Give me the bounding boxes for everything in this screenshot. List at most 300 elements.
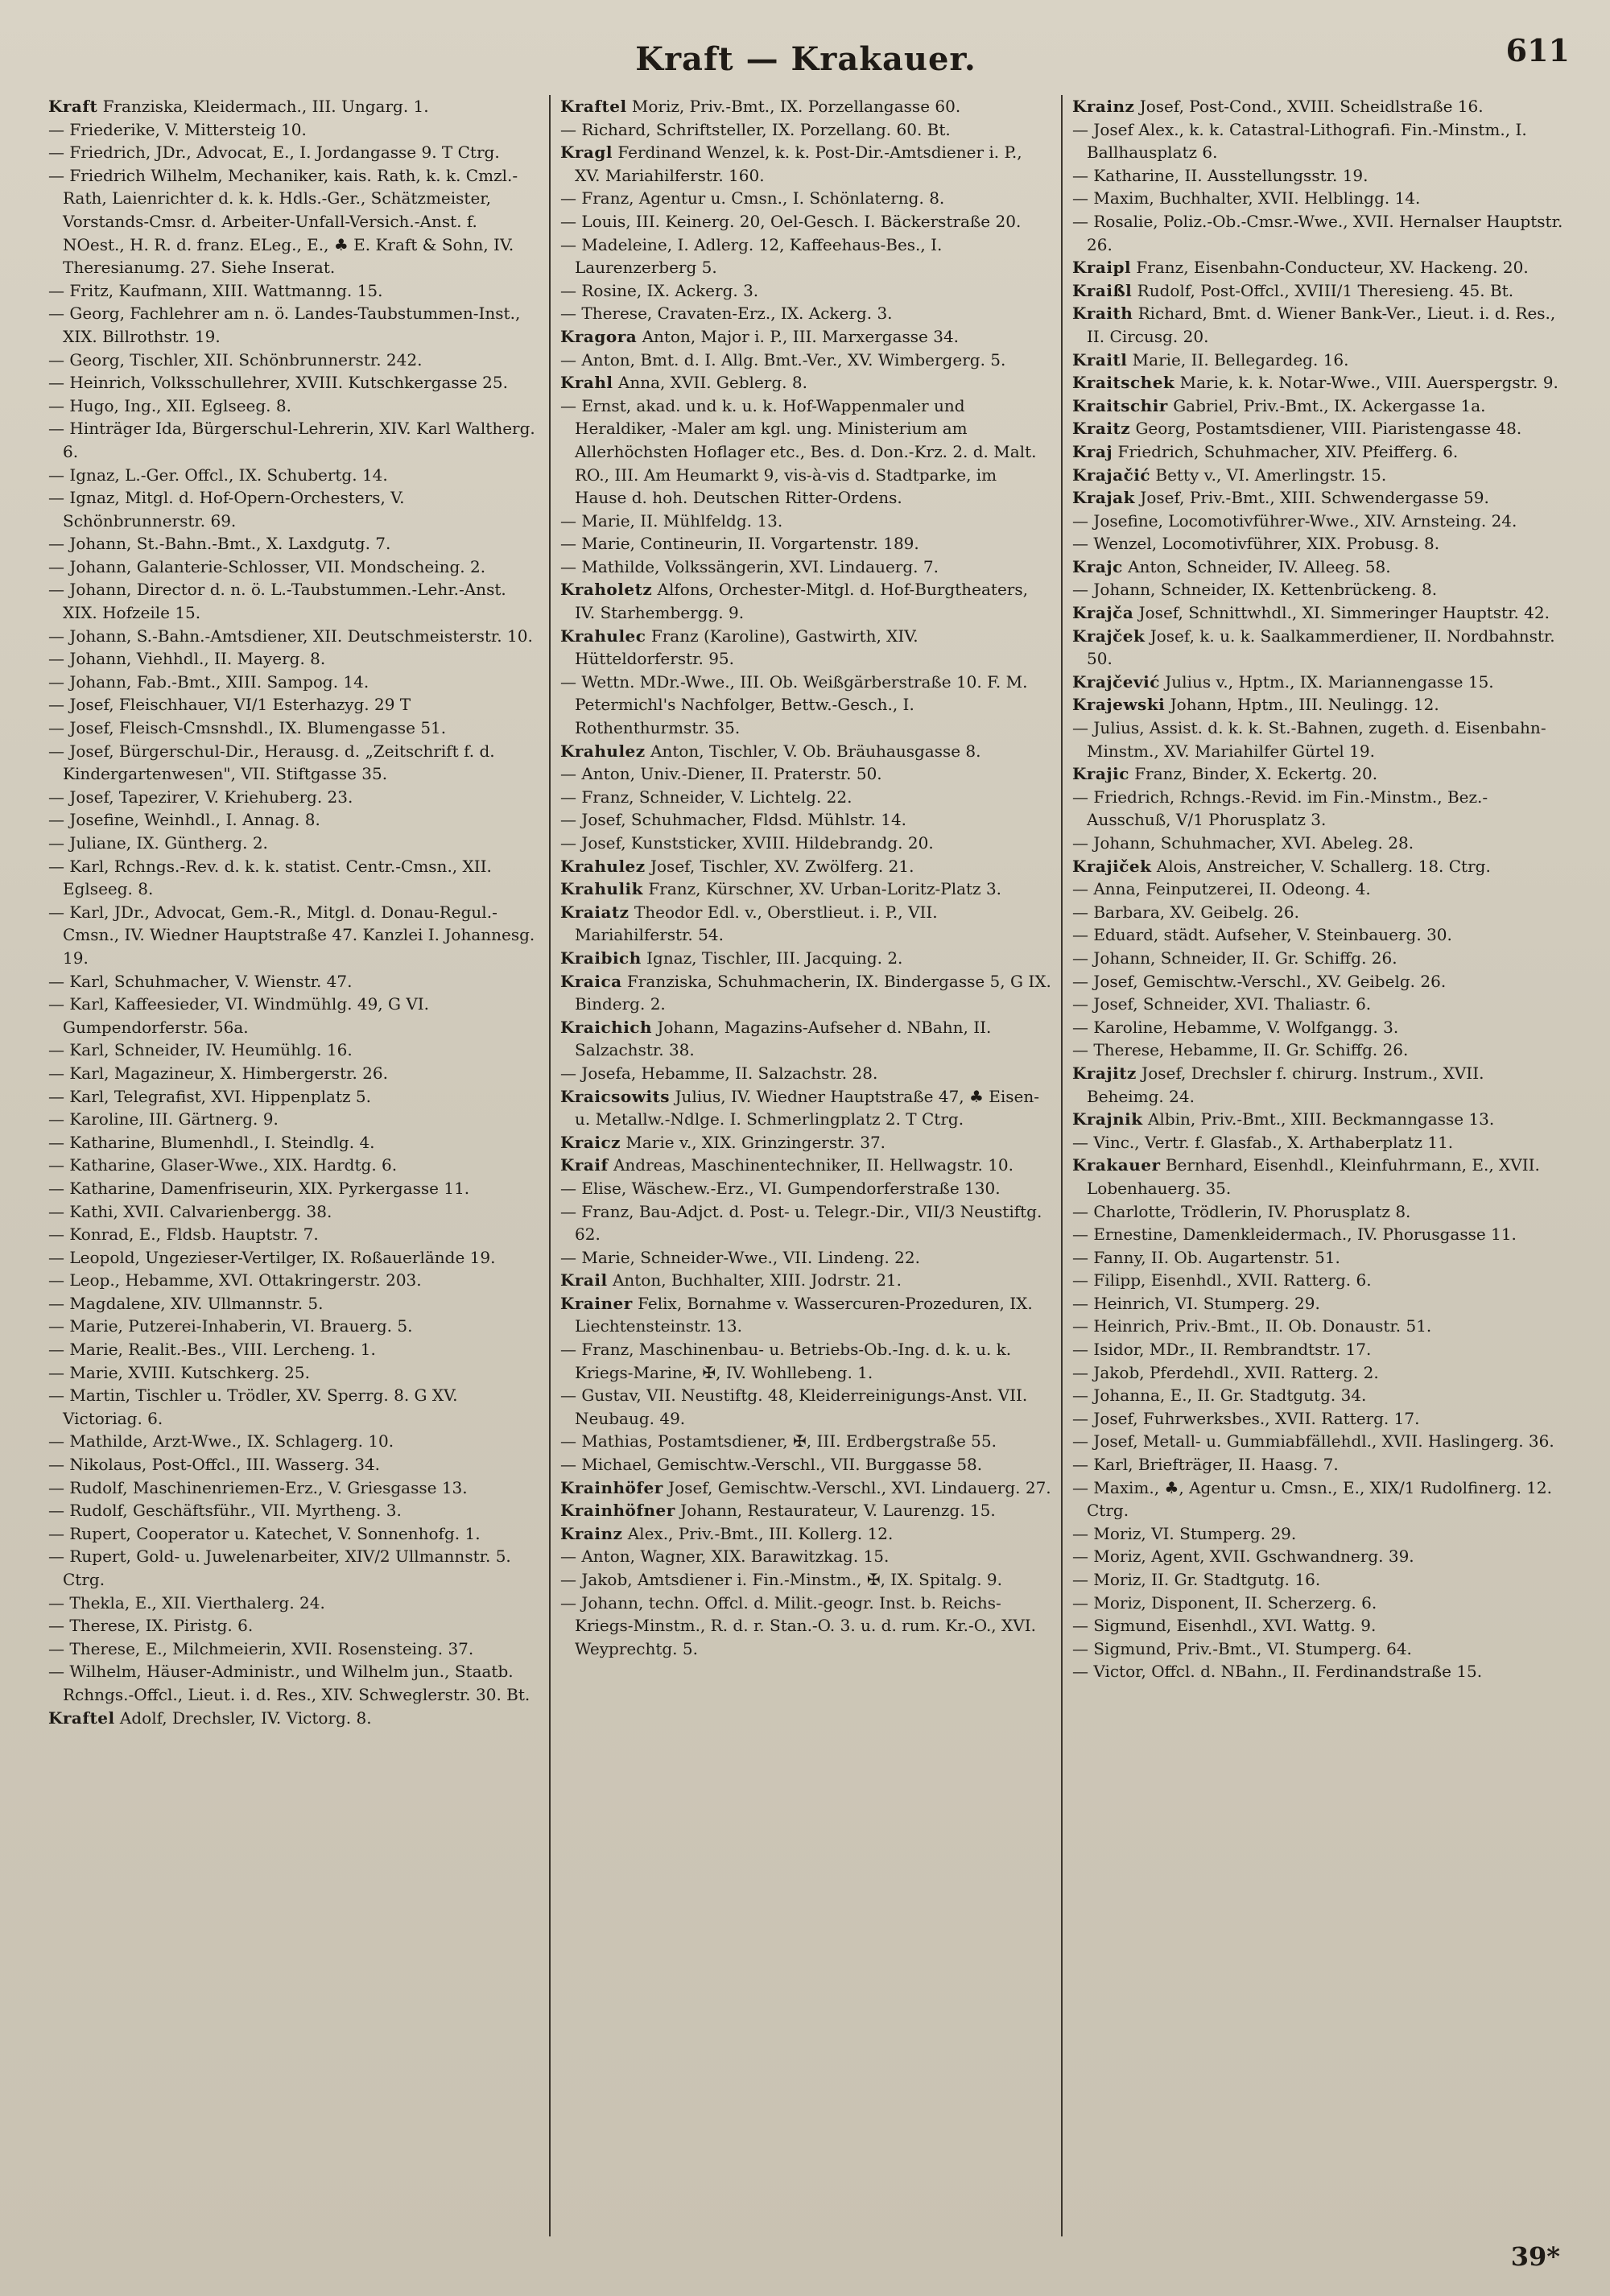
entry-text: — Georg, Tischler, XII. Schönbrunnerstr. 242. bbox=[48, 349, 423, 370]
entry-text: — Josefine, Weinhdl., I. Annag. 8. bbox=[48, 810, 320, 830]
entry-surname: Kraica bbox=[560, 971, 622, 991]
directory-entry bbox=[560, 1246, 1051, 1270]
directory-entry bbox=[560, 555, 1051, 579]
entry-text: Julius, IV. Wiedner Hauptstraße 47, ♣ Eisen- u. Metallw.-Ndlge. I. Schmerlingplatz 2. T Ctrg. bbox=[575, 1086, 1040, 1129]
entry-text: — Franz, Agentur u. Cmsn., I. Schönlaterng. 8. bbox=[560, 188, 945, 209]
entry-text: — Josef, Fleischhauer, VI/1 Esterhazyg. 29 T bbox=[48, 695, 411, 715]
entry-text: — Johann, Schneider, II. Gr. Schiffg. 26. bbox=[1072, 948, 1397, 968]
directory-entry bbox=[560, 302, 1051, 325]
entry-text: Richard, Bmt. d. Wiener Bank-Ver., Lieut. i. d. Res., II. Circusg. 20. bbox=[1087, 304, 1556, 346]
directory-entry bbox=[48, 1592, 539, 1615]
directory-entry bbox=[48, 1338, 539, 1361]
entry-surname: Kraipl bbox=[1072, 258, 1132, 278]
directory-entry bbox=[560, 371, 1051, 394]
entry-surname: Kraichich bbox=[560, 1017, 653, 1037]
directory-entry bbox=[560, 1154, 1051, 1177]
entry-text: — Ignaz, L.-Ger. Offcl., IX. Schubertg. 14. bbox=[48, 465, 388, 485]
entry-text: Moriz, Priv.-Bmt., IX. Porzellangasse 60. bbox=[631, 97, 961, 116]
entry-text: — Marie, Contineurin, II. Vorgartenstr. 189. bbox=[560, 534, 919, 554]
entry-text: — Madeleine, I. Adlerg. 12, Kaffeehaus-Bes., I. Laurenzerberg 5. bbox=[560, 234, 943, 278]
entry-text: — Johann, Schuhmacher, XVI. Abeleg. 28. bbox=[1072, 833, 1414, 853]
directory-entry bbox=[1072, 1246, 1563, 1270]
entry-surname: Kragora bbox=[560, 326, 638, 346]
directory-entry bbox=[1072, 1545, 1563, 1568]
entry-surname: Krajc bbox=[1072, 556, 1123, 576]
directory-entry bbox=[48, 486, 539, 532]
directory-entry bbox=[1072, 1522, 1563, 1546]
directory-entry bbox=[48, 394, 539, 418]
entry-text: — Johann, St.-Bahn.-Bmt., X. Laxdgutg. 7. bbox=[48, 534, 391, 554]
entry-text: Marie, II. Bellegardeg. 16. bbox=[1132, 349, 1349, 370]
directory-entry bbox=[1072, 1154, 1563, 1200]
entry-text: — Karl, Briefträger, II. Haasg. 7. bbox=[1072, 1455, 1339, 1475]
directory-entry bbox=[48, 532, 539, 555]
entry-text: Anton, Schneider, IV. Alleeg. 58. bbox=[1128, 556, 1391, 576]
entry-text: — Josefa, Hebamme, II. Salzachstr. 28. bbox=[560, 1063, 878, 1083]
directory-entry bbox=[1072, 1568, 1563, 1592]
entry-text: Ferdinand Wenzel, k. k. Post-Dir.-Amtsdiener i. P., XV. Mariahilferstr. 160. bbox=[575, 142, 1022, 185]
directory-entry bbox=[1072, 1223, 1563, 1246]
entry-text: — Therese, Hebamme, II. Gr. Schiffg. 26. bbox=[1072, 1040, 1409, 1060]
directory-entry bbox=[560, 625, 1051, 671]
entry-text: — Katharine, II. Ausstellungsstr. 19. bbox=[1072, 165, 1368, 185]
entry-text: — Elise, Wäschew.-Erz., VI. Gumpendorferstraße 130. bbox=[560, 1178, 1001, 1198]
directory-entry bbox=[48, 1384, 539, 1430]
directory-entry bbox=[48, 118, 539, 142]
entry-text: Anton, Tischler, V. Ob. Bräuhausgasse 8. bbox=[650, 741, 981, 761]
entry-text: Alex., Priv.-Bmt., III. Kollerg. 12. bbox=[627, 1523, 894, 1543]
entry-text: — Josef, Tapezirer, V. Kriehuberg. 23. bbox=[48, 787, 353, 807]
entry-text: Julius v., Hptm., IX. Mariannengasse 15. bbox=[1165, 671, 1494, 692]
directory-entry bbox=[560, 1016, 1051, 1062]
directory-entry bbox=[1072, 486, 1563, 510]
entry-text: — Josef, Fleisch-Cmsnshdl., IX. Blumengasse 51. bbox=[48, 718, 447, 738]
entry-surname: Kraiatz bbox=[560, 902, 630, 922]
directory-entry bbox=[1072, 210, 1563, 256]
directory-entry bbox=[560, 832, 1051, 855]
entry-text: — Karl, Magazineur, X. Himbergerstr. 26. bbox=[48, 1063, 388, 1083]
entry-text: — Josef, Kunststicker, XVIII. Hildebrandg. 20. bbox=[560, 833, 934, 853]
entry-text: — Sigmund, Priv.-Bmt., VI. Stumperg. 64. bbox=[1072, 1638, 1412, 1658]
directory-entry bbox=[1072, 1430, 1563, 1453]
entry-text: — Wettn. MDr.-Wwe., III. Ob. Weißgärberstraße 10. F. M. Petermichl's Nachfolger, Bettw.-Gesch., I. Rothenthurmstr. 35. bbox=[560, 671, 1028, 738]
directory-entry bbox=[1072, 1108, 1563, 1131]
entry-text: Johann, Hptm., III. Neulingg. 12. bbox=[1170, 695, 1439, 715]
directory-entry bbox=[560, 325, 1051, 349]
directory-entry bbox=[560, 671, 1051, 740]
entry-text: — Therese, Cravaten-Erz., IX. Ackerg. 3. bbox=[560, 304, 893, 324]
entry-text: — Johann, S.-Bahn.-Amtsdiener, XII. Deutschmeisterstr. 10. bbox=[48, 626, 533, 646]
column-left bbox=[39, 95, 549, 2236]
directory-entry bbox=[48, 371, 539, 394]
directory-entry bbox=[48, 1707, 539, 1730]
directory-entry bbox=[1072, 993, 1563, 1016]
entry-surname: Kraißl bbox=[1072, 280, 1133, 300]
directory-entry bbox=[560, 1200, 1051, 1246]
directory-entry bbox=[560, 95, 1051, 118]
directory-entry bbox=[560, 740, 1051, 763]
entry-text: — Magdalene, XIV. Ullmannstr. 5. bbox=[48, 1293, 324, 1313]
directory-entry bbox=[1072, 118, 1563, 164]
entry-text: — Mathias, Postamtsdiener, ✠, III. Erdbergstraße 55. bbox=[560, 1431, 997, 1452]
entry-text: Josef, Tischler, XV. Zwölferg. 21. bbox=[650, 856, 914, 876]
directory-entry bbox=[1072, 1476, 1563, 1522]
entry-text: — Ignaz, Mitgl. d. Hof-Opern-Orchesters, V. Schönbrunnerstr. 69. bbox=[48, 488, 405, 531]
entry-text: — Ernst, akad. und k. u. k. Hof-Wappenmaler und Heraldiker, -Maler am kgl. ung. Ministerium am Allerhöchsten Hoflager etc., Bes. d. Don.-Krz. 2. d. Malt. RO., III. Am Heumarkt 9, vis-à-vis d. Stadtparke, im Hause d. hoh. Deutschen Ritter-Ordens. bbox=[560, 395, 1037, 508]
directory-entry bbox=[48, 95, 539, 118]
column-middle bbox=[549, 95, 1061, 2236]
entry-text: — Filipp, Eisenhdl., XVII. Ratterg. 6. bbox=[1072, 1270, 1372, 1290]
directory-entry bbox=[1072, 555, 1563, 579]
directory-entry bbox=[560, 970, 1051, 1016]
entry-text: — Marie, XVIII. Kutschkerg. 25. bbox=[48, 1362, 310, 1382]
directory-entry bbox=[48, 164, 539, 279]
entry-text: Josef, Priv.-Bmt., XIII. Schwendergasse 59. bbox=[1140, 488, 1489, 508]
entry-surname: Krajiček bbox=[1072, 856, 1152, 876]
entry-text: — Martin, Tischler u. Trödler, XV. Sperrg. 8. G XV. Victoriag. 6. bbox=[48, 1385, 458, 1428]
entry-surname: Krainz bbox=[560, 1523, 623, 1543]
directory-entry bbox=[560, 1522, 1051, 1546]
directory-entry bbox=[1072, 693, 1563, 716]
entry-text: Josef, Post-Cond., XVIII. Scheidlstraße 16. bbox=[1139, 97, 1484, 116]
entry-surname: Krajak bbox=[1072, 488, 1135, 508]
entry-text: — Johann, Viehhdl., II. Mayerg. 8. bbox=[48, 649, 326, 669]
directory-entry bbox=[48, 693, 539, 716]
directory-entry bbox=[1072, 1361, 1563, 1385]
directory-entry bbox=[1072, 440, 1563, 464]
entry-surname: Kraftel bbox=[560, 97, 627, 116]
entry-surname: Krajček bbox=[1072, 626, 1146, 646]
directory-entry bbox=[48, 786, 539, 809]
directory-entry bbox=[1072, 164, 1563, 188]
directory-entry bbox=[48, 1499, 539, 1522]
directory-entry bbox=[48, 1085, 539, 1109]
directory-entry bbox=[560, 1269, 1051, 1292]
entry-surname: Krahl bbox=[560, 373, 613, 393]
entry-text: — Hinträger Ida, Bürgerschul-Lehrerin, XIV. Karl Waltherg. 6. bbox=[48, 419, 535, 461]
entry-text: Andreas, Maschinentechniker, II. Hellwagstr. 10. bbox=[613, 1155, 1014, 1175]
entry-text: — Kathi, XVII. Calvarienbergg. 38. bbox=[48, 1201, 332, 1221]
entry-text: — Karoline, Hebamme, V. Wolfgangg. 3. bbox=[1072, 1017, 1399, 1037]
entry-surname: Krajčević bbox=[1072, 671, 1160, 692]
directory-entry bbox=[48, 1200, 539, 1224]
entry-surname: Kragl bbox=[560, 142, 613, 163]
entry-text: — Rupert, Gold- u. Juwelenarbeiter, XIV/2 Ullmannstr. 5. Ctrg. bbox=[48, 1546, 511, 1589]
entry-surname: Krajnik bbox=[1072, 1109, 1143, 1129]
entry-surname: Krahulik bbox=[560, 879, 644, 899]
directory-entry bbox=[48, 1637, 539, 1661]
entry-surname: Krahulez bbox=[560, 856, 646, 876]
directory-entry bbox=[1072, 1062, 1563, 1108]
entry-text: Franz, Eisenbahn-Conducteur, XV. Hackeng. 20. bbox=[1136, 258, 1529, 278]
directory-entry bbox=[1072, 349, 1563, 372]
entry-surname: Krajewski bbox=[1072, 695, 1166, 715]
entry-surname: Krajačić bbox=[1072, 465, 1151, 485]
entry-text: — Johann, Galanterie-Schlosser, VII. Mondscheing. 2. bbox=[48, 556, 486, 576]
directory-entry bbox=[560, 532, 1051, 555]
entry-text: — Louis, III. Keinerg. 20, Oel-Gesch. I. Bäckerstraße 20. bbox=[560, 211, 1022, 231]
directory-entry bbox=[48, 464, 539, 487]
directory-entry bbox=[1072, 923, 1563, 947]
entry-text: — Anna, Feinputzerei, II. Odeong. 4. bbox=[1072, 879, 1371, 899]
directory-entry bbox=[1072, 855, 1563, 878]
entry-text: — Hugo, Ing., XII. Eglseeg. 8. bbox=[48, 395, 291, 415]
entry-text: — Marie, Realit.-Bes., VIII. Lercheng. 1. bbox=[48, 1340, 376, 1360]
entry-text: Franz, Kürschner, XV. Urban-Loritz-Platz 3. bbox=[648, 879, 1002, 899]
entry-text: — Leopold, Ungezieser-Vertilger, IX. Roßauerlände 19. bbox=[48, 1247, 496, 1267]
entry-text: — Karl, Kaffeesieder, VI. Windmühlg. 49, G VI. Gumpendorferstr. 56a. bbox=[48, 994, 430, 1037]
entry-surname: Krahulez bbox=[560, 741, 646, 761]
directory-entry bbox=[560, 233, 1051, 279]
directory-entry bbox=[1072, 671, 1563, 694]
entry-text: — Johanna, E., II. Gr. Stadtgutg. 34. bbox=[1072, 1385, 1367, 1406]
entry-surname: Kraicsowits bbox=[560, 1086, 671, 1106]
entry-surname: Kraitl bbox=[1072, 349, 1128, 370]
entry-text: — Charlotte, Trödlerin, IV. Phorusplatz 8. bbox=[1072, 1201, 1411, 1221]
entry-text: — Friedrich Wilhelm, Mechaniker, kais. Rath, k. k. Cmzl.-Rath, Laienrichter d. k. k. Hdls.-Ger., Schätzmeister, Vorstands-Cmsr. d. Arbeiter-Unfall-Versich.-Anst. f. NOest., H. R. d. franz. ELeg., E., ♣ E. Kraft & Sohn, IV. Theresianumg. 27. Siehe Inserat. bbox=[48, 165, 518, 278]
directory-entry bbox=[48, 1177, 539, 1200]
directory-entry bbox=[560, 808, 1051, 832]
directory-entry bbox=[1072, 1200, 1563, 1224]
entry-text: — Johann, techn. Offcl. d. Milit.-geogr. Inst. b. Reichs-Kriegs-Minstm., R. d. r. Stan.-O. 3. u. d. rum. Kr.-O., XVI. Weyprechtg. 5. bbox=[560, 1592, 1036, 1658]
entry-surname: Kraft bbox=[48, 97, 98, 116]
directory-entry bbox=[560, 786, 1051, 809]
entry-text: — Mathilde, Volkssängerin, XVI. Lindauerg. 7. bbox=[560, 556, 939, 576]
directory-entry bbox=[48, 1545, 539, 1591]
entry-text: Josef, Drechsler f. chirurg. Instrum., XVII. Beheimg. 24. bbox=[1087, 1063, 1484, 1106]
entry-surname: Krajitz bbox=[1072, 1063, 1137, 1083]
directory-entry bbox=[48, 141, 539, 164]
entry-text: — Josef, Metall- u. Gummiabfällehdl., XVII. Haslingerg. 36. bbox=[1072, 1431, 1554, 1452]
directory-entry bbox=[48, 417, 539, 463]
directory-entry bbox=[48, 855, 539, 901]
directory-entry bbox=[1072, 279, 1563, 303]
entry-text: — Rudolf, Maschinenriemen-Erz., V. Griesgasse 13. bbox=[48, 1477, 468, 1497]
directory-entry bbox=[48, 302, 539, 348]
directory-entry bbox=[48, 1660, 539, 1706]
entry-text: — Karl, Telegrafist, XVI. Hippenplatz 5. bbox=[48, 1086, 371, 1106]
entry-text: — Karl, Schneider, IV. Heumühlg. 16. bbox=[48, 1040, 353, 1060]
entry-text: — Isidor, MDr., II. Rembrandtstr. 17. bbox=[1072, 1340, 1372, 1360]
entry-text: — Anton, Univ.-Diener, II. Praterstr. 50. bbox=[560, 764, 882, 784]
entry-text: — Rosine, IX. Ackerg. 3. bbox=[560, 280, 759, 300]
signature-mark: 39* bbox=[1510, 2241, 1560, 2272]
directory-entry bbox=[48, 1292, 539, 1315]
directory-entry bbox=[1072, 256, 1563, 279]
entry-text: — Leop., Hebamme, XVI. Ottakringerstr. 203. bbox=[48, 1270, 422, 1290]
entry-text: — Therese, E., Milchmeierin, XVII. Rosensteing. 37. bbox=[48, 1638, 474, 1658]
directory-entry bbox=[1072, 371, 1563, 394]
directory-entry bbox=[560, 279, 1051, 303]
entry-text: Rudolf, Post-Offcl., XVIII/1 Theresieng. 45. Bt. bbox=[1137, 280, 1514, 300]
directory-entry bbox=[560, 878, 1051, 901]
directory-entry bbox=[560, 1476, 1051, 1500]
directory-entry bbox=[48, 1108, 539, 1131]
entry-text: — Moriz, Agent, XVII. Gschwandnerg. 39. bbox=[1072, 1546, 1414, 1567]
entry-text: — Karl, Rchngs.-Rev. d. k. k. statist. Centr.-Cmsn., XII. Eglseeg. 8. bbox=[48, 856, 492, 899]
entry-text: — Julius, Assist. d. k. k. St.-Bahnen, zugeth. d. Eisenbahn-Minstm., XV. Mariahilfer Gürtel 19. bbox=[1072, 718, 1546, 761]
directory-entry bbox=[1072, 1338, 1563, 1361]
entry-surname: Kraj bbox=[1072, 441, 1113, 461]
entry-text: Betty v., VI. Amerlingstr. 15. bbox=[1155, 465, 1387, 485]
entry-text: — Johann, Schneider, IX. Kettenbrückeng. 8. bbox=[1072, 580, 1438, 600]
entry-text: — Katharine, Damenfriseurin, XIX. Pyrkergasse 11. bbox=[48, 1178, 470, 1198]
directory-entry bbox=[1072, 394, 1563, 418]
directory-entry bbox=[1072, 578, 1563, 601]
directory-entry bbox=[1072, 510, 1563, 533]
entry-text: — Rosalie, Poliz.-Ob.-Cmsr.-Wwe., XVII. Hernalser Hauptstr. 26. bbox=[1072, 211, 1563, 254]
directory-entry bbox=[48, 1131, 539, 1154]
entry-text: Ignaz, Tischler, III. Jacquing. 2. bbox=[646, 948, 903, 968]
directory-entry bbox=[1072, 1384, 1563, 1407]
directory-entry bbox=[1072, 1315, 1563, 1338]
entry-surname: Krajic bbox=[1072, 764, 1129, 784]
entry-surname: Krainhöfer bbox=[560, 1477, 663, 1497]
entry-text: — Marie, II. Mühlfeldg. 13. bbox=[560, 510, 783, 531]
directory-entry bbox=[560, 1453, 1051, 1476]
entry-text: — Marie, Schneider-Wwe., VII. Lindeng. 22. bbox=[560, 1247, 920, 1267]
entry-text: — Rudolf, Geschäftsführ., VII. Myrtheng. 3. bbox=[48, 1501, 402, 1521]
entry-text: Franziska, Kleidermach., III. Ungarg. 1. bbox=[102, 97, 429, 116]
entry-text: — Georg, Fachlehrer am n. ö. Landes-Taubstummen-Inst., XIX. Billrothstr. 19. bbox=[48, 304, 521, 346]
directory-entry bbox=[560, 141, 1051, 187]
directory-entry bbox=[1072, 832, 1563, 855]
entry-text: — Anton, Bmt. d. I. Allg. Bmt.-Ver., XV. Wimbergerg. 5. bbox=[560, 349, 1006, 370]
entry-text: Marie, k. k. Notar-Wwe., VIII. Auerspergstr. 9. bbox=[1179, 373, 1558, 393]
directory-entry bbox=[1072, 302, 1563, 348]
entry-text: — Karoline, III. Gärtnerg. 9. bbox=[48, 1109, 279, 1129]
entry-surname: Krainer bbox=[560, 1293, 633, 1313]
directory-entry bbox=[1072, 786, 1563, 832]
entry-text: — Rupert, Cooperator u. Katechet, V. Sonnenhofg. 1. bbox=[48, 1523, 481, 1543]
entry-surname: Kraith bbox=[1072, 304, 1133, 324]
entry-text: — Franz, Schneider, V. Lichtelg. 22. bbox=[560, 787, 852, 807]
entry-text: — Konrad, E., Fldsb. Hauptstr. 7. bbox=[48, 1224, 319, 1245]
directory-entry bbox=[560, 762, 1051, 786]
entry-text: — Michael, Gemischtw.-Verschl., VII. Burggasse 58. bbox=[560, 1455, 983, 1475]
directory-entry bbox=[1072, 878, 1563, 901]
directory-entry bbox=[560, 1545, 1051, 1568]
entry-text: Marie v., XIX. Grinzingerstr. 37. bbox=[625, 1132, 886, 1152]
directory-entry bbox=[1072, 970, 1563, 993]
directory-entry bbox=[1072, 187, 1563, 210]
entry-text: — Karl, JDr., Advocat, Gem.-R., Mitgl. d. Donau-Regul.-Cmsn., IV. Wiedner Hauptstraße 47. Kanzlei I. Johannesg. 19. bbox=[48, 902, 535, 968]
directory-entry bbox=[48, 1315, 539, 1338]
directory-entry bbox=[48, 578, 539, 624]
entry-surname: Krakauer bbox=[1072, 1155, 1161, 1175]
directory-entry bbox=[1072, 601, 1563, 625]
entry-text: Franz (Karoline), Gastwirth, XIV. Hütteldorferstr. 95. bbox=[575, 626, 919, 669]
directory-entry bbox=[1072, 1637, 1563, 1661]
directory-entry bbox=[560, 1177, 1051, 1200]
entry-surname: Kraicz bbox=[560, 1132, 621, 1152]
entry-text: Anton, Major i. P., III. Marxergasse 34. bbox=[642, 326, 960, 346]
directory-entry bbox=[560, 1430, 1051, 1453]
page-title: Kraft — Krakauer. bbox=[635, 40, 976, 78]
directory-entry bbox=[560, 187, 1051, 210]
entry-text: Albin, Priv.-Bmt., XIII. Beckmanngasse 13. bbox=[1147, 1109, 1495, 1129]
directory-entry bbox=[560, 210, 1051, 233]
entry-text: — Eduard, städt. Aufseher, V. Steinbauerg. 30. bbox=[1072, 925, 1452, 945]
directory-entry bbox=[48, 1269, 539, 1292]
directory-entry bbox=[48, 1062, 539, 1085]
entry-surname: Kraitz bbox=[1072, 419, 1131, 439]
directory-entry bbox=[48, 1361, 539, 1385]
directory-entry bbox=[1072, 95, 1563, 118]
entry-text: — Richard, Schriftsteller, IX. Porzellang. 60. Bt. bbox=[560, 119, 951, 139]
entry-text: — Josef Alex., k. k. Catastral-Lithografi. Fin.-Minstm., I. Ballhausplatz 6. bbox=[1072, 119, 1527, 163]
entry-text: — Maxim, Buchhalter, XVII. Helblingg. 14. bbox=[1072, 188, 1421, 209]
entry-text: — Johann, Director d. n. ö. L.-Taubstummen.-Lehr.-Anst. XIX. Hofzeile 15. bbox=[48, 580, 506, 623]
entry-text: — Heinrich, Priv.-Bmt., II. Ob. Donaustr. 51. bbox=[1072, 1316, 1432, 1336]
entry-text: — Maxim., ♣, Agentur u. Cmsn., E., XIX/1 Rudolfinerg. 12. Ctrg. bbox=[1072, 1477, 1552, 1521]
entry-text: — Fanny, II. Ob. Augartenstr. 51. bbox=[1072, 1247, 1340, 1267]
directory-entry bbox=[48, 1154, 539, 1177]
directory-entry bbox=[1072, 1407, 1563, 1431]
directory-entry bbox=[48, 993, 539, 1039]
entry-text: — Josef, Gemischtw.-Verschl., XV. Geibelg. 26. bbox=[1072, 971, 1447, 991]
entry-text: Bernhard, Eisenhdl., Kleinfuhrmann, E., XVII. Lobenhauerg. 35. bbox=[1087, 1155, 1540, 1198]
entry-surname: Kraftel bbox=[48, 1708, 115, 1728]
directory-entry bbox=[560, 947, 1051, 970]
directory-entry bbox=[560, 394, 1051, 510]
directory-entry bbox=[48, 1223, 539, 1246]
directory-entry bbox=[560, 855, 1051, 878]
entry-text: — Marie, Putzerei-Inhaberin, VI. Brauerg. 5. bbox=[48, 1316, 413, 1336]
entry-surname: Kraholetz bbox=[560, 580, 653, 600]
entry-text: — Moriz, VI. Stumperg. 29. bbox=[1072, 1523, 1297, 1543]
directory-entry bbox=[1072, 1660, 1563, 1683]
entry-text: — Vinc., Vertr. f. Glasfab., X. Arthaberplatz 11. bbox=[1072, 1132, 1454, 1152]
directory-entry bbox=[1072, 1614, 1563, 1637]
directory-entry bbox=[1072, 1269, 1563, 1292]
entry-text: — Therese, IX. Piristg. 6. bbox=[48, 1616, 254, 1636]
directory-entry bbox=[560, 1062, 1051, 1085]
entry-text: — Sigmund, Eisenhdl., XVI. Wattg. 9. bbox=[1072, 1616, 1377, 1636]
entry-text: — Jakob, Pferdehdl., XVII. Ratterg. 2. bbox=[1072, 1362, 1379, 1382]
directory-entry bbox=[560, 1384, 1051, 1430]
entry-text: Anna, XVII. Geblerg. 8. bbox=[617, 373, 807, 393]
directory-entry bbox=[560, 510, 1051, 533]
entry-text: Josef, Schnittwhdl., XI. Simmeringer Hauptstr. 42. bbox=[1138, 603, 1550, 623]
entry-text: Johann, Magazins-Aufseher d. NBahn, II. Salzachstr. 38. bbox=[575, 1017, 992, 1060]
directory-entry bbox=[48, 901, 539, 970]
entry-surname: Krail bbox=[560, 1270, 608, 1290]
directory-columns bbox=[39, 95, 1573, 2236]
directory-entry bbox=[48, 1246, 539, 1270]
directory-entry bbox=[560, 118, 1051, 142]
directory-entry bbox=[1072, 1131, 1563, 1154]
directory-entry bbox=[48, 349, 539, 372]
entry-text: Josef, k. u. k. Saalkammerdiener, II. Nordbahnstr. 50. bbox=[1087, 626, 1555, 669]
entry-surname: Kraif bbox=[560, 1155, 609, 1175]
entry-text: Adolf, Drechsler, IV. Victorg. 8. bbox=[119, 1708, 372, 1728]
directory-entry bbox=[1072, 1592, 1563, 1615]
entry-text: — Katharine, Glaser-Wwe., XIX. Hardtg. 6. bbox=[48, 1155, 398, 1175]
directory-entry bbox=[48, 970, 539, 993]
directory-entry bbox=[48, 1522, 539, 1546]
entry-text: — Josef, Schuhmacher, Fldsd. Mühlstr. 14. bbox=[560, 810, 907, 830]
entry-text: — Moriz, II. Gr. Stadtgutg. 16. bbox=[1072, 1570, 1321, 1589]
entry-surname: Krainhöfner bbox=[560, 1501, 675, 1521]
entry-text: — Fritz, Kaufmann, XIII. Wattmanng. 15. bbox=[48, 280, 383, 300]
directory-entry bbox=[1072, 1453, 1563, 1476]
directory-entry bbox=[48, 1614, 539, 1637]
directory-entry bbox=[1072, 947, 1563, 970]
entry-text: Friedrich, Schuhmacher, XIV. Pfeifferg. 6. bbox=[1117, 441, 1459, 461]
directory-entry bbox=[1072, 1292, 1563, 1315]
column-right bbox=[1061, 95, 1573, 2236]
